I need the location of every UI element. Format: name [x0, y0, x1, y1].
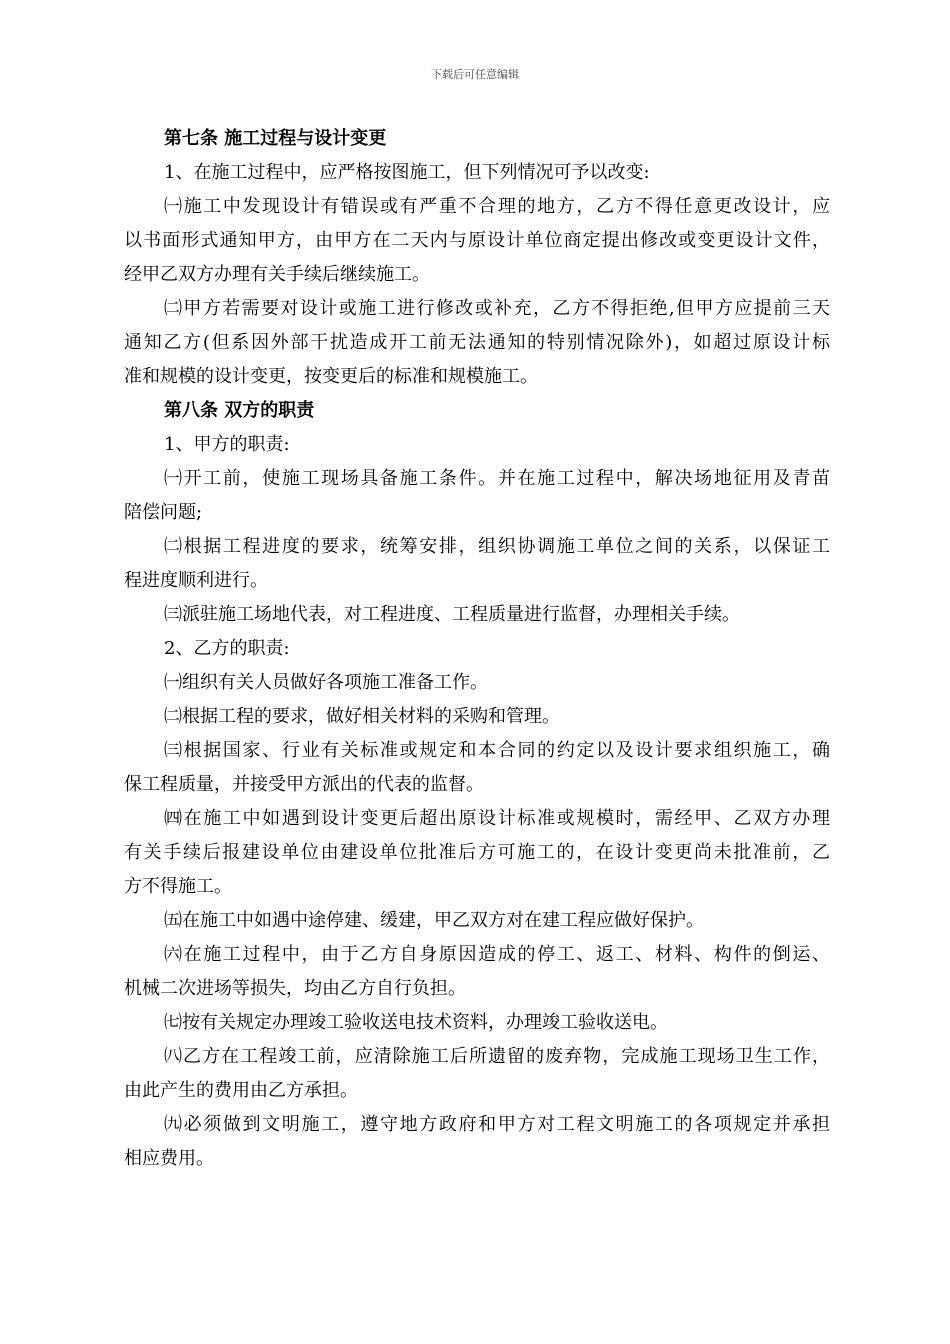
paragraph-line: 有关手续后报建设单位由建设单位批准后方可施工的，在设计变更尚未批准前，乙 [124, 842, 830, 863]
paragraph-line: 机械二次进场等损失，均由乙方自行负担。 [124, 978, 466, 999]
paragraph-line: ㈤在施工中如遇中途停建、缓建，甲乙双方对在建工程应做好保护。 [164, 910, 704, 931]
paragraph-line: 2、乙方的职责: [164, 638, 290, 659]
paragraph-line: 1、在施工过程中，应严格按图施工，但下列情况可予以改变: [164, 162, 650, 183]
paragraph-line: 由此产生的费用由乙方承担。 [124, 1080, 358, 1101]
paragraph-line: ㈥在施工过程中，由于乙方自身原因造成的停工、返工、材料、构件的倒运、 [164, 944, 830, 965]
paragraph-line: ㈨必须做到文明施工，遵守地方政府和甲方对工程文明施工的各项规定并承担 [164, 1114, 830, 1135]
paragraph-line: 方不得施工。 [124, 876, 232, 897]
paragraph-line: 陪偿问题; [124, 502, 203, 523]
paragraph-line: 相应费用。 [124, 1148, 214, 1169]
section-heading: 第八条 双方的职责 [164, 400, 315, 421]
paragraph-line: ㈠施工中发现设计有错误或有严重不合理的地方，乙方不得任意更改设计，应 [164, 196, 830, 217]
paragraph-line: ㈦按有关规定办理竣工验收送电技术资料，办理竣工验收送电。 [164, 1012, 668, 1033]
paragraph-line: ㈧乙方在工程竣工前，应清除施工后所遗留的废弃物，完成施工现场卫生工作， [164, 1046, 830, 1067]
paragraph-line: 经甲乙双方办理有关手续后继续施工。 [124, 264, 430, 285]
paragraph-line: 保工程质量，并接受甲方派出的代表的监督。 [124, 774, 484, 795]
page-header: 下载后可任意编辑 [431, 68, 519, 81]
paragraph-line: ㈡根据工程的要求，做好相关材料的采购和管理。 [164, 706, 560, 727]
paragraph-line: 以书面形式通知甲方，由甲方在二天内与原设计单位商定提出修改或变更设计文件， [124, 230, 830, 251]
paragraph-line: ㈢根据国家、行业有关标准或规定和本合同的约定以及设计要求组织施工，确 [164, 740, 830, 761]
paragraph-line: 程进度顺利进行。 [124, 570, 268, 591]
paragraph-line: ㈡根据工程进度的要求，统筹安排，组织协调施工单位之间的关系，以保证工 [164, 536, 830, 557]
paragraph-line: ㈠开工前，使施工现场具备施工条件。并在施工过程中，解决场地征用及青苗 [164, 468, 830, 489]
paragraph-line: ㈡甲方若需要对设计或施工进行修改或补充，乙方不得拒绝,但甲方应提前三天 [164, 298, 830, 319]
paragraph-line: 准和规模的设计变更，按变更后的标准和规模施工。 [124, 366, 538, 387]
document-body [124, 122, 830, 1176]
paragraph-line: ㈠组织有关人员做好各项施工准备工作。 [164, 672, 488, 693]
paragraph-line: ㈢派驻施工场地代表，对工程进度、工程质量进行监督，办理相关手续。 [164, 604, 740, 625]
paragraph-line: 通知乙方(但系因外部干扰造成开工前无法通知的特别情况除外)，如超过原设计标 [124, 332, 830, 353]
paragraph-line: ㈣在施工中如遇到设计变更后超出原设计标准或规模时，需经甲、乙双方办理 [164, 808, 830, 829]
section-heading: 第七条 施工过程与设计变更 [164, 128, 387, 149]
paragraph-line: 1、甲方的职责: [164, 434, 290, 455]
